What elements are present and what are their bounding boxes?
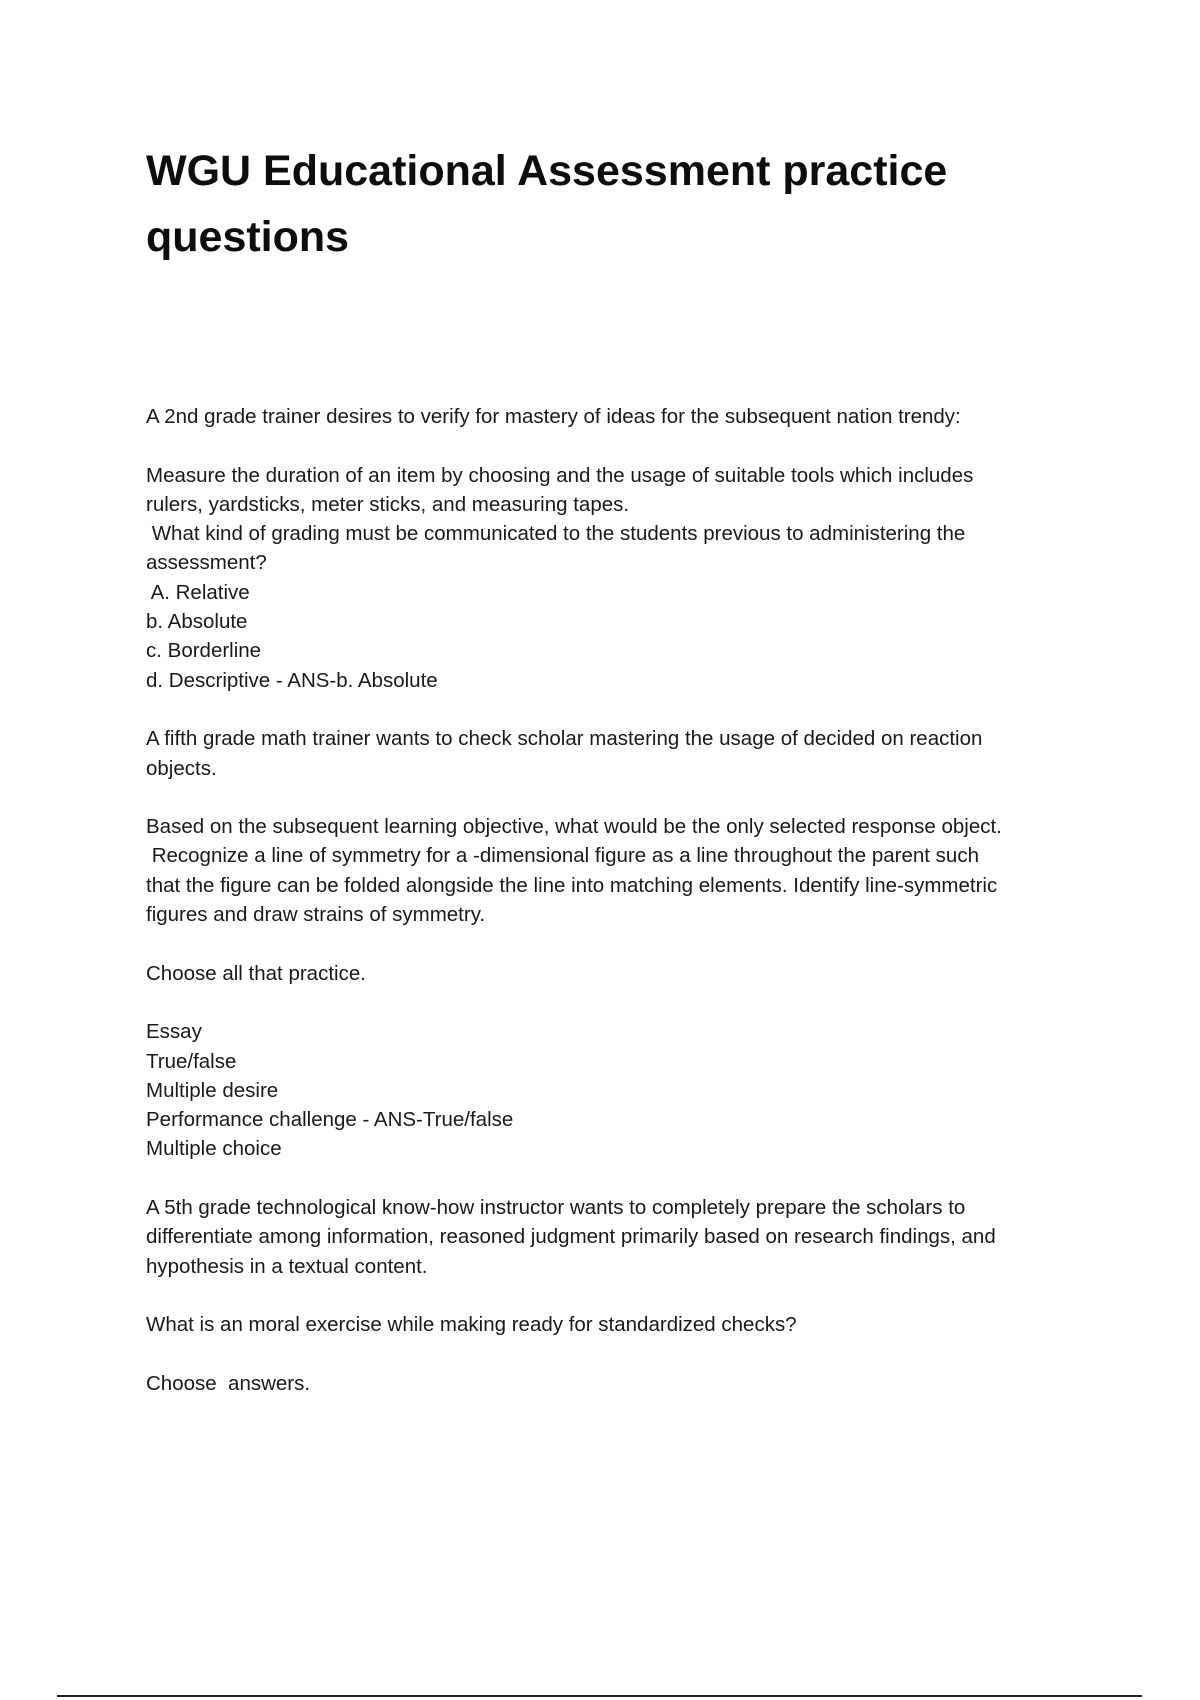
q2-instruction: Choose all that practice. <box>146 961 366 985</box>
q1-intro: A 2nd grade trainer desires to verify for mastery of ideas for the subsequent nation trendy: <box>146 405 961 428</box>
paragraph-gap <box>146 695 1086 724</box>
document-title: WGU Educational Assessment practice questions <box>146 147 948 261</box>
q1-option-a: A. Relative <box>146 580 250 604</box>
paragraph-gap <box>146 783 1086 812</box>
q2-option-4: Performance challenge - ANS-True/false <box>146 1108 514 1132</box>
q3-instruction: Choose answers. <box>146 1371 311 1395</box>
q2-option-3: Multiple desire <box>146 1078 279 1102</box>
paragraph-gap <box>146 1164 1086 1193</box>
q1-standard-line-2: rulers, yardsticks, meter sticks, and measuring tapes. <box>146 492 630 516</box>
q3-intro-line-3: hypothesis in a textual content. <box>146 1254 428 1278</box>
q2-objective-line-3: that the figure can be folded alongside the line into matching elements. Identify line-symmetric <box>146 873 998 897</box>
q1-question-line-1: What kind of grading must be communicated to the students previous to administering the <box>146 522 966 546</box>
q3-intro-line-2: differentiate among information, reasoned judgment primarily based on research findings, and <box>146 1225 996 1249</box>
q1-standard-line-1: Measure the duration of an item by choosing and the usage of suitable tools which includes <box>146 463 974 487</box>
q1-question-line-2: assessment? <box>146 551 267 575</box>
q2-objective-line-4: figures and draw strains of symmetry. <box>146 903 486 927</box>
q3-question: What is an moral exercise while making ready for standardized checks? <box>146 1313 797 1337</box>
q2-intro-line-2: objects. <box>146 756 217 780</box>
q2-objective-line-2: Recognize a line of symmetry for a -dimensional figure as a line throughout the parent such <box>146 844 979 868</box>
q2-option-5: Multiple choice <box>146 1137 282 1161</box>
paragraph-gap <box>146 988 1086 1017</box>
paragraph-gap <box>146 1340 1086 1369</box>
paragraph-gap <box>146 929 1086 958</box>
q1-option-c: c. Borderline <box>146 639 262 663</box>
footer-rule <box>57 1695 1142 1697</box>
q2-intro-line-1: A fifth grade math trainer wants to check scholar mastering the usage of decided on reaction <box>146 727 983 751</box>
document-body <box>146 402 1086 1398</box>
q1-option-b: b. Absolute <box>146 610 248 634</box>
q2-objective-line-1: Based on the subsequent learning objective, what would be the only selected response object. <box>146 815 1002 839</box>
paragraph-gap <box>146 1281 1086 1310</box>
q3-intro-line-1: A 5th grade technological know-how instructor wants to completely prepare the scholars to <box>146 1196 966 1220</box>
q2-option-2: True/false <box>146 1049 237 1073</box>
q2-option-1: Essay <box>146 1020 202 1044</box>
paragraph-gap <box>146 431 1086 460</box>
q1-option-d: d. Descriptive - ANS-b. Absolute <box>146 668 438 692</box>
